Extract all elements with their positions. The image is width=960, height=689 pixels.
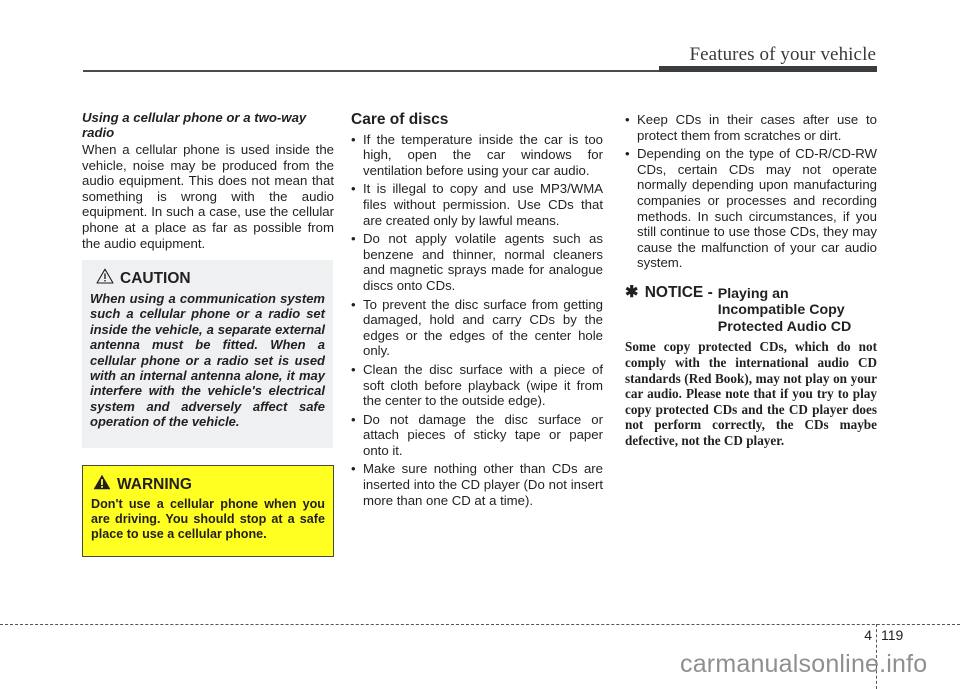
warning-text: Don't use a cellular phone when you are driving. You should stop at a safe place to use a cellular phone. (91, 497, 325, 541)
list-item: • Keep CDs in their cases after use to protect them from scratches or dirt. (625, 112, 877, 143)
caution-header (96, 268, 325, 289)
list-item: • Do not apply volatile agents such as benzene and thinner, normal cleaners and magnetic sprays made for analogue discs onto CDs. (351, 231, 603, 293)
warning-triangle-outline-icon (96, 268, 114, 289)
list-item: • To prevent the disc surface from getting damaged, hold and carry CDs by the edges or the edges of the center hole only. (351, 297, 603, 359)
list-item: • It is illegal to copy and use MP3/WMA files without permission. Use CDs that are created only by lawful means. (351, 181, 603, 228)
warning-box (82, 465, 334, 557)
caution-text: When using a communication system such a cellular phone or a radio set inside the vehicle, a separate external antenna must be fitted. When a cellular phone or a radio set is used with an internal antenna alone, it may interfere with the vehicle's electrical system and adversely affect safe operation of the vehicle. (90, 291, 325, 430)
cellular-phone-paragraph: When a cellular phone is used inside the vehicle, noise may be produced from the audio equipment. This does not mean that something is wrong with the audio equipment. In such a case, use the cellular phone at a place as far as possible from the audio equipment. (82, 142, 334, 251)
warning-header (93, 474, 325, 495)
list-item: • If the temperature inside the car is too high, open the car windows for ventilation before using your car audio. (351, 132, 603, 179)
notice-subject-line: Incompatible Copy (717, 302, 845, 319)
warning-triangle-filled-icon (93, 474, 111, 495)
care-of-discs-list-continued (625, 112, 877, 271)
page-number: 119 (881, 627, 904, 643)
notice-label-text: NOTICE - (644, 283, 713, 301)
notice-subject-line: Protected Audio CD (717, 318, 852, 335)
footer-dashed-rule (0, 624, 960, 625)
notice-subject-line: Playing an (717, 285, 789, 302)
list-item: • Clean the disc surface with a piece of soft cloth before playback (wipe it from the center to the outside edge). (351, 362, 603, 409)
notice-label (625, 285, 713, 336)
list-item: • Depending on the type of CD-R/CD-RW CDs, certain CDs may not operate normally depending upon manufacturing companies or processes and recording methods. In such circumstances, if you still continue to use those CDs, they may cause the malfunction of your car audio system. (625, 146, 877, 271)
notice-header (625, 285, 877, 336)
asterisk-icon: ✱ (625, 283, 639, 301)
header-rule-thin (83, 70, 660, 72)
right-column (625, 112, 877, 449)
notice-text: Some copy protected CDs, which do not comply with the international audio CD standards (Red Book), may not play on your car audio. Please note that if you try to play copy protected CDs and the CD player does not perform correctly, the CDs maybe defective, not the CD player. (625, 339, 877, 448)
care-of-discs-title: Care of discs (351, 111, 449, 128)
section-header-title: Features of your vehicle (689, 44, 876, 65)
care-of-discs-list (351, 132, 603, 509)
list-item: • Do not damage the disc surface or attach pieces of sticky tape or paper onto it. (351, 412, 603, 459)
watermark: carmanualsonline.info (680, 650, 928, 678)
header-rule-thick (659, 66, 877, 72)
warning-title: WARNING (117, 475, 192, 493)
caution-title: CAUTION (120, 269, 191, 287)
caution-box (82, 260, 333, 448)
left-column (82, 110, 334, 251)
list-item: • Make sure nothing other than CDs are inserted into the CD player (Do not insert more than one CD at a time). (351, 461, 603, 508)
middle-column (351, 112, 603, 511)
chapter-number: 4 (864, 627, 872, 643)
notice-subject (718, 286, 851, 336)
subheading-cellular-phone: Using a cellular phone or a two-way radio (82, 110, 307, 140)
